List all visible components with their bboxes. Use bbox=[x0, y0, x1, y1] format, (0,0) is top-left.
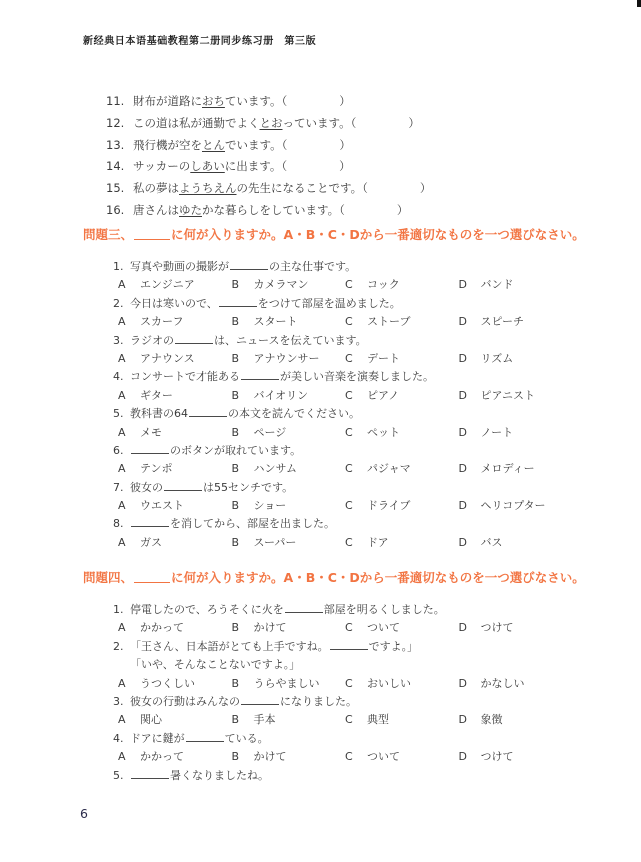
section-heading bbox=[83, 569, 603, 587]
option-letter: C bbox=[345, 535, 353, 549]
scan-edge-mark bbox=[637, 0, 641, 7]
question-number: 1. bbox=[113, 260, 124, 273]
option-item bbox=[118, 711, 232, 729]
option-item bbox=[345, 497, 459, 515]
option-item bbox=[118, 497, 232, 515]
option-letter: C bbox=[345, 315, 353, 329]
answer-blank bbox=[175, 333, 213, 344]
option-letter: D bbox=[458, 676, 467, 690]
stem-pre: 今日は寒いので、 bbox=[130, 296, 218, 310]
stem-post: ですよ。」 bbox=[368, 639, 419, 653]
option-letter: D bbox=[458, 713, 467, 727]
option-text: エンジニア bbox=[140, 278, 195, 292]
list-item bbox=[106, 156, 431, 178]
problem-section bbox=[83, 569, 603, 785]
option-text: 関心 bbox=[140, 713, 162, 727]
options-row bbox=[83, 460, 603, 478]
option-item bbox=[118, 675, 232, 693]
item-number: 13. bbox=[106, 137, 125, 152]
option-letter: D bbox=[458, 535, 467, 549]
option-letter: B bbox=[231, 621, 240, 635]
option-text: スカーフ bbox=[140, 315, 184, 329]
option-letter: C bbox=[345, 499, 353, 513]
option-text: ハンサム bbox=[253, 462, 297, 476]
reading-underline: とお bbox=[259, 115, 283, 130]
option-item bbox=[232, 276, 346, 294]
answer-blank bbox=[241, 694, 279, 705]
option-letter: D bbox=[458, 278, 467, 292]
question-stem bbox=[83, 258, 603, 276]
option-item bbox=[345, 460, 459, 478]
question-number: 2. bbox=[113, 296, 124, 310]
option-item bbox=[232, 675, 346, 693]
option-letter: D bbox=[458, 750, 467, 764]
sentence-pre: 財布が道路に bbox=[133, 94, 202, 108]
option-text: ピアニスト bbox=[480, 388, 535, 402]
answer-paren-close: ） bbox=[339, 94, 351, 108]
list-item bbox=[106, 200, 431, 222]
option-item bbox=[345, 350, 459, 368]
options-row bbox=[83, 711, 603, 729]
option-text: かかって bbox=[140, 621, 184, 635]
option-text: ピアノ bbox=[367, 388, 400, 402]
sentence-pre: 飛行機が空を bbox=[133, 137, 202, 152]
question-stem bbox=[83, 405, 603, 423]
answer-blank bbox=[131, 516, 169, 527]
question-stem bbox=[83, 601, 603, 619]
section-label: 問題三、 bbox=[83, 227, 134, 242]
list-item bbox=[106, 178, 431, 200]
options-row bbox=[83, 424, 603, 442]
reading-underline: とん bbox=[202, 137, 225, 152]
option-letter: A bbox=[118, 621, 126, 635]
option-letter: C bbox=[345, 425, 353, 439]
option-text: テンポ bbox=[140, 462, 173, 476]
option-item bbox=[345, 387, 459, 405]
stem-pre: 「王さん、日本語がとても上手ですね。 bbox=[130, 639, 329, 653]
option-text: つけて bbox=[480, 621, 514, 635]
option-letter: C bbox=[345, 278, 353, 292]
answer-paren-close: ） bbox=[339, 137, 351, 152]
option-item bbox=[118, 424, 232, 442]
option-item bbox=[459, 711, 573, 729]
section-heading bbox=[83, 226, 603, 244]
option-text: ついて bbox=[367, 621, 400, 635]
option-text: パジャマ bbox=[367, 462, 411, 476]
options-row bbox=[83, 675, 603, 693]
options-row bbox=[83, 619, 603, 637]
option-letter: C bbox=[345, 750, 353, 764]
stem-pre: ラジオの bbox=[130, 333, 174, 347]
option-text: うつくしい bbox=[140, 676, 195, 690]
option-letter: D bbox=[458, 499, 467, 513]
option-text: かけて bbox=[253, 750, 287, 764]
option-item bbox=[459, 675, 573, 693]
sentence-post: でいます。 bbox=[225, 137, 282, 152]
option-text: うらやましい bbox=[253, 676, 320, 690]
answer-blank bbox=[131, 768, 169, 779]
section-instruction: に何が入りますか。A・B・C・Dから一番適切なものを一つ選びなさい。 bbox=[171, 227, 585, 242]
question-number: 4. bbox=[113, 370, 124, 384]
item-number: 14. bbox=[106, 159, 125, 174]
question-stem bbox=[83, 368, 603, 386]
option-text: バンド bbox=[480, 278, 514, 292]
reading-underline: ようちえん bbox=[179, 181, 237, 196]
option-item bbox=[232, 711, 346, 729]
options-row bbox=[83, 276, 603, 294]
dialogue-reply: 「いや、そんなことないですよ。」 bbox=[130, 658, 301, 672]
answer-paren-open: （ bbox=[339, 202, 345, 217]
option-item bbox=[345, 534, 459, 552]
question-number: 5. bbox=[113, 768, 124, 782]
answer-blank bbox=[285, 602, 323, 613]
option-item bbox=[232, 313, 346, 331]
question-number: 1. bbox=[113, 603, 124, 616]
question-number: 6. bbox=[113, 443, 124, 457]
option-item bbox=[459, 387, 573, 405]
answer-paren-open: （ bbox=[350, 115, 357, 130]
option-item bbox=[118, 748, 232, 766]
answer-blank bbox=[164, 480, 202, 491]
option-text: デート bbox=[367, 351, 400, 365]
option-letter: A bbox=[118, 351, 126, 365]
option-text: バス bbox=[480, 535, 503, 549]
sentence-pre: この道は私が通勤でよく bbox=[133, 115, 260, 130]
option-item bbox=[345, 424, 459, 442]
stem-pre: 写真や動画の撮影が bbox=[130, 260, 229, 273]
answer-paren-close: ） bbox=[396, 202, 409, 217]
question-stem bbox=[83, 767, 603, 785]
question-stem bbox=[83, 479, 603, 497]
option-text: ストーブ bbox=[367, 315, 411, 329]
answer-paren-open: （ bbox=[281, 137, 288, 152]
option-item bbox=[118, 350, 232, 368]
option-text: ノート bbox=[480, 425, 514, 439]
sentence-pre: サッカーの bbox=[133, 159, 191, 174]
option-letter: A bbox=[118, 535, 126, 549]
answer-blank bbox=[330, 639, 368, 650]
stem-pre: 彼女の行動はみんなの bbox=[130, 694, 240, 708]
option-letter: B bbox=[231, 535, 240, 549]
option-letter: A bbox=[118, 278, 126, 292]
options-row bbox=[83, 313, 603, 331]
stem-post: のボタンが取れています。 bbox=[170, 443, 302, 457]
answer-paren-close: ） bbox=[339, 159, 351, 174]
stem-post: をつけて部屋を温めました。 bbox=[257, 296, 401, 310]
option-item bbox=[459, 497, 573, 515]
option-letter: B bbox=[231, 315, 240, 329]
answer-paren-close: ） bbox=[419, 181, 432, 196]
option-text: つけて bbox=[480, 750, 514, 764]
option-item bbox=[345, 276, 459, 294]
option-letter: C bbox=[345, 621, 353, 635]
option-letter: A bbox=[118, 315, 126, 329]
option-text: リズム bbox=[480, 351, 514, 365]
answer-paren-close: ） bbox=[408, 115, 420, 130]
option-item bbox=[345, 313, 459, 331]
answer-blank bbox=[186, 731, 224, 742]
option-item bbox=[459, 460, 573, 478]
option-item bbox=[232, 748, 346, 766]
option-letter: B bbox=[231, 462, 240, 476]
list-item bbox=[106, 135, 431, 157]
item-number: 16. bbox=[106, 202, 125, 217]
question-number: 4. bbox=[113, 731, 124, 745]
reading-underline: しあい bbox=[190, 159, 225, 174]
question-stem bbox=[83, 638, 603, 656]
option-text: メモ bbox=[140, 425, 162, 439]
stem-post: は、ニュースを伝えています。 bbox=[214, 333, 367, 347]
question-stem bbox=[83, 332, 603, 350]
fill-in-question-list bbox=[106, 91, 431, 222]
page-number: 6 bbox=[80, 806, 88, 821]
option-letter: C bbox=[345, 713, 353, 727]
answer-blank bbox=[219, 296, 257, 307]
list-item bbox=[106, 91, 431, 113]
option-letter: B bbox=[231, 750, 240, 764]
option-letter: A bbox=[118, 676, 126, 690]
option-letter: A bbox=[118, 750, 126, 764]
option-text: コック bbox=[367, 278, 400, 292]
option-text: バイオリン bbox=[253, 388, 309, 402]
sentence-post: の先生になることです。 bbox=[236, 181, 363, 196]
sentence-pre: 唐さんは bbox=[133, 202, 179, 217]
option-item bbox=[232, 387, 346, 405]
sentence-post: に出ます。 bbox=[224, 159, 282, 174]
stem-pre: 彼女の bbox=[130, 480, 163, 494]
option-item bbox=[232, 534, 346, 552]
options-row bbox=[83, 748, 603, 766]
option-item bbox=[118, 619, 232, 637]
option-text: ついて bbox=[367, 750, 400, 764]
options-row bbox=[83, 350, 603, 368]
option-text: カメラマン bbox=[253, 278, 309, 292]
option-letter: B bbox=[231, 499, 240, 513]
stem-pre: 教科書の64 bbox=[130, 407, 188, 421]
option-text: 典型 bbox=[367, 713, 389, 727]
option-letter: B bbox=[231, 713, 240, 727]
option-item bbox=[459, 619, 573, 637]
question-number: 8. bbox=[113, 517, 124, 531]
section-instruction: に何が入りますか。A・B・C・Dから一番適切なものを一つ選びなさい。 bbox=[171, 570, 585, 585]
stem-post: を消してから、部屋を出ました。 bbox=[170, 517, 335, 531]
answer-blank bbox=[230, 259, 268, 270]
options-row bbox=[83, 387, 603, 405]
stem-post: の本文を読んでください。 bbox=[228, 407, 360, 421]
option-text: 手本 bbox=[253, 713, 276, 727]
problem-section bbox=[83, 226, 603, 552]
option-text: スーパー bbox=[253, 535, 297, 549]
answer-paren-open: （ bbox=[362, 181, 368, 196]
reading-underline: おち bbox=[202, 94, 225, 108]
option-text: スピーチ bbox=[480, 315, 525, 329]
answer-paren-open: （ bbox=[281, 159, 288, 174]
option-item bbox=[459, 313, 573, 331]
option-letter: D bbox=[458, 621, 467, 635]
option-item bbox=[118, 313, 232, 331]
question-number: 2. bbox=[113, 639, 124, 653]
answer-paren-open: （ bbox=[281, 94, 288, 108]
list-item bbox=[106, 113, 431, 135]
option-letter: B bbox=[231, 425, 240, 439]
option-letter: A bbox=[118, 425, 126, 439]
question-stem bbox=[83, 515, 603, 533]
option-text: スタート bbox=[253, 315, 298, 329]
option-text: ショー bbox=[253, 499, 287, 513]
stem-post: 部屋を明るくしました。 bbox=[323, 603, 445, 616]
item-number: 15. bbox=[106, 181, 125, 196]
heading-blank bbox=[134, 571, 170, 583]
option-text: メロディー bbox=[480, 462, 535, 476]
stem-post: ている。 bbox=[224, 731, 269, 745]
option-item bbox=[459, 534, 573, 552]
question-number: 3. bbox=[113, 694, 124, 708]
option-text: アナウンス bbox=[140, 351, 195, 365]
option-item bbox=[345, 748, 459, 766]
option-item bbox=[232, 424, 346, 442]
option-letter: C bbox=[345, 462, 353, 476]
option-item bbox=[232, 497, 346, 515]
options-row bbox=[83, 534, 603, 552]
option-item bbox=[459, 748, 573, 766]
option-item bbox=[345, 619, 459, 637]
option-item bbox=[459, 276, 573, 294]
stem-pre: 停電したので、ろうそくに火を bbox=[130, 603, 284, 616]
question-stem bbox=[83, 295, 603, 313]
option-letter: C bbox=[345, 676, 353, 690]
option-text: かかって bbox=[140, 750, 184, 764]
stem-post: になりました。 bbox=[280, 694, 357, 708]
option-letter: D bbox=[458, 462, 467, 476]
option-item bbox=[118, 460, 232, 478]
stem-post: は55センチです。 bbox=[203, 480, 294, 494]
option-text: ウエスト bbox=[140, 499, 184, 513]
item-number: 12. bbox=[106, 115, 125, 130]
option-text: ガス bbox=[140, 535, 162, 549]
question-stem bbox=[83, 442, 603, 460]
option-item bbox=[232, 350, 346, 368]
heading-blank bbox=[134, 228, 170, 240]
answer-blank bbox=[131, 443, 169, 454]
option-letter: C bbox=[345, 388, 353, 402]
sentence-post: ています。 bbox=[224, 94, 282, 108]
option-letter: B bbox=[231, 278, 240, 292]
question-number: 5. bbox=[113, 407, 124, 421]
option-item bbox=[345, 711, 459, 729]
stem-post: が美しい音楽を演奏しました。 bbox=[280, 370, 434, 384]
option-item bbox=[459, 424, 573, 442]
section-label: 問題四、 bbox=[83, 570, 134, 585]
option-letter: B bbox=[231, 351, 240, 365]
option-letter: C bbox=[345, 351, 353, 365]
option-letter: B bbox=[231, 388, 240, 402]
item-number: 11. bbox=[106, 94, 125, 108]
option-item bbox=[345, 675, 459, 693]
question-stem bbox=[83, 693, 603, 711]
stem-pre: コンサートで才能ある bbox=[130, 370, 240, 384]
option-text: おいしい bbox=[367, 676, 411, 690]
sentence-post: かな暮らしをしています。 bbox=[202, 202, 340, 217]
option-letter: A bbox=[118, 713, 126, 727]
option-item bbox=[118, 387, 232, 405]
book-title-header: 新经典日本语基础教程第二册同步练习册 第三版 bbox=[83, 36, 317, 47]
option-letter: D bbox=[458, 425, 467, 439]
option-letter: D bbox=[458, 351, 467, 365]
option-text: ペット bbox=[367, 425, 400, 439]
option-text: 象徴 bbox=[480, 713, 503, 727]
option-item bbox=[118, 534, 232, 552]
option-text: ヘリコプター bbox=[480, 499, 546, 513]
option-letter: A bbox=[118, 499, 126, 513]
option-text: かなしい bbox=[480, 676, 525, 690]
option-text: ギター bbox=[140, 388, 173, 402]
question-stem bbox=[83, 730, 603, 748]
option-letter: D bbox=[458, 388, 467, 402]
option-item bbox=[459, 350, 573, 368]
question-number: 3. bbox=[113, 333, 124, 347]
question-number: 7. bbox=[113, 480, 124, 494]
option-text: かけて bbox=[253, 621, 287, 635]
answer-blank bbox=[189, 406, 227, 417]
reading-underline: ゆた bbox=[179, 202, 202, 217]
sentence-pre: 私の夢は bbox=[133, 181, 179, 196]
option-text: アナウンサー bbox=[253, 351, 320, 365]
stem-post: 暑くなりましたね。 bbox=[170, 768, 269, 782]
option-item bbox=[232, 619, 346, 637]
option-letter: A bbox=[118, 388, 126, 402]
answer-blank bbox=[241, 369, 279, 380]
option-letter: A bbox=[118, 462, 126, 476]
option-letter: B bbox=[231, 676, 240, 690]
stem-pre: ドアに鍵が bbox=[130, 731, 185, 745]
option-letter: D bbox=[458, 315, 467, 329]
option-text: ドア bbox=[367, 535, 389, 549]
options-row bbox=[83, 497, 603, 515]
option-item bbox=[118, 276, 232, 294]
option-text: ドライブ bbox=[367, 499, 411, 513]
option-text: ページ bbox=[253, 425, 287, 439]
sentence-post: っています。 bbox=[282, 115, 351, 130]
option-item bbox=[232, 460, 346, 478]
stem-post: の主な仕事です。 bbox=[269, 260, 357, 273]
